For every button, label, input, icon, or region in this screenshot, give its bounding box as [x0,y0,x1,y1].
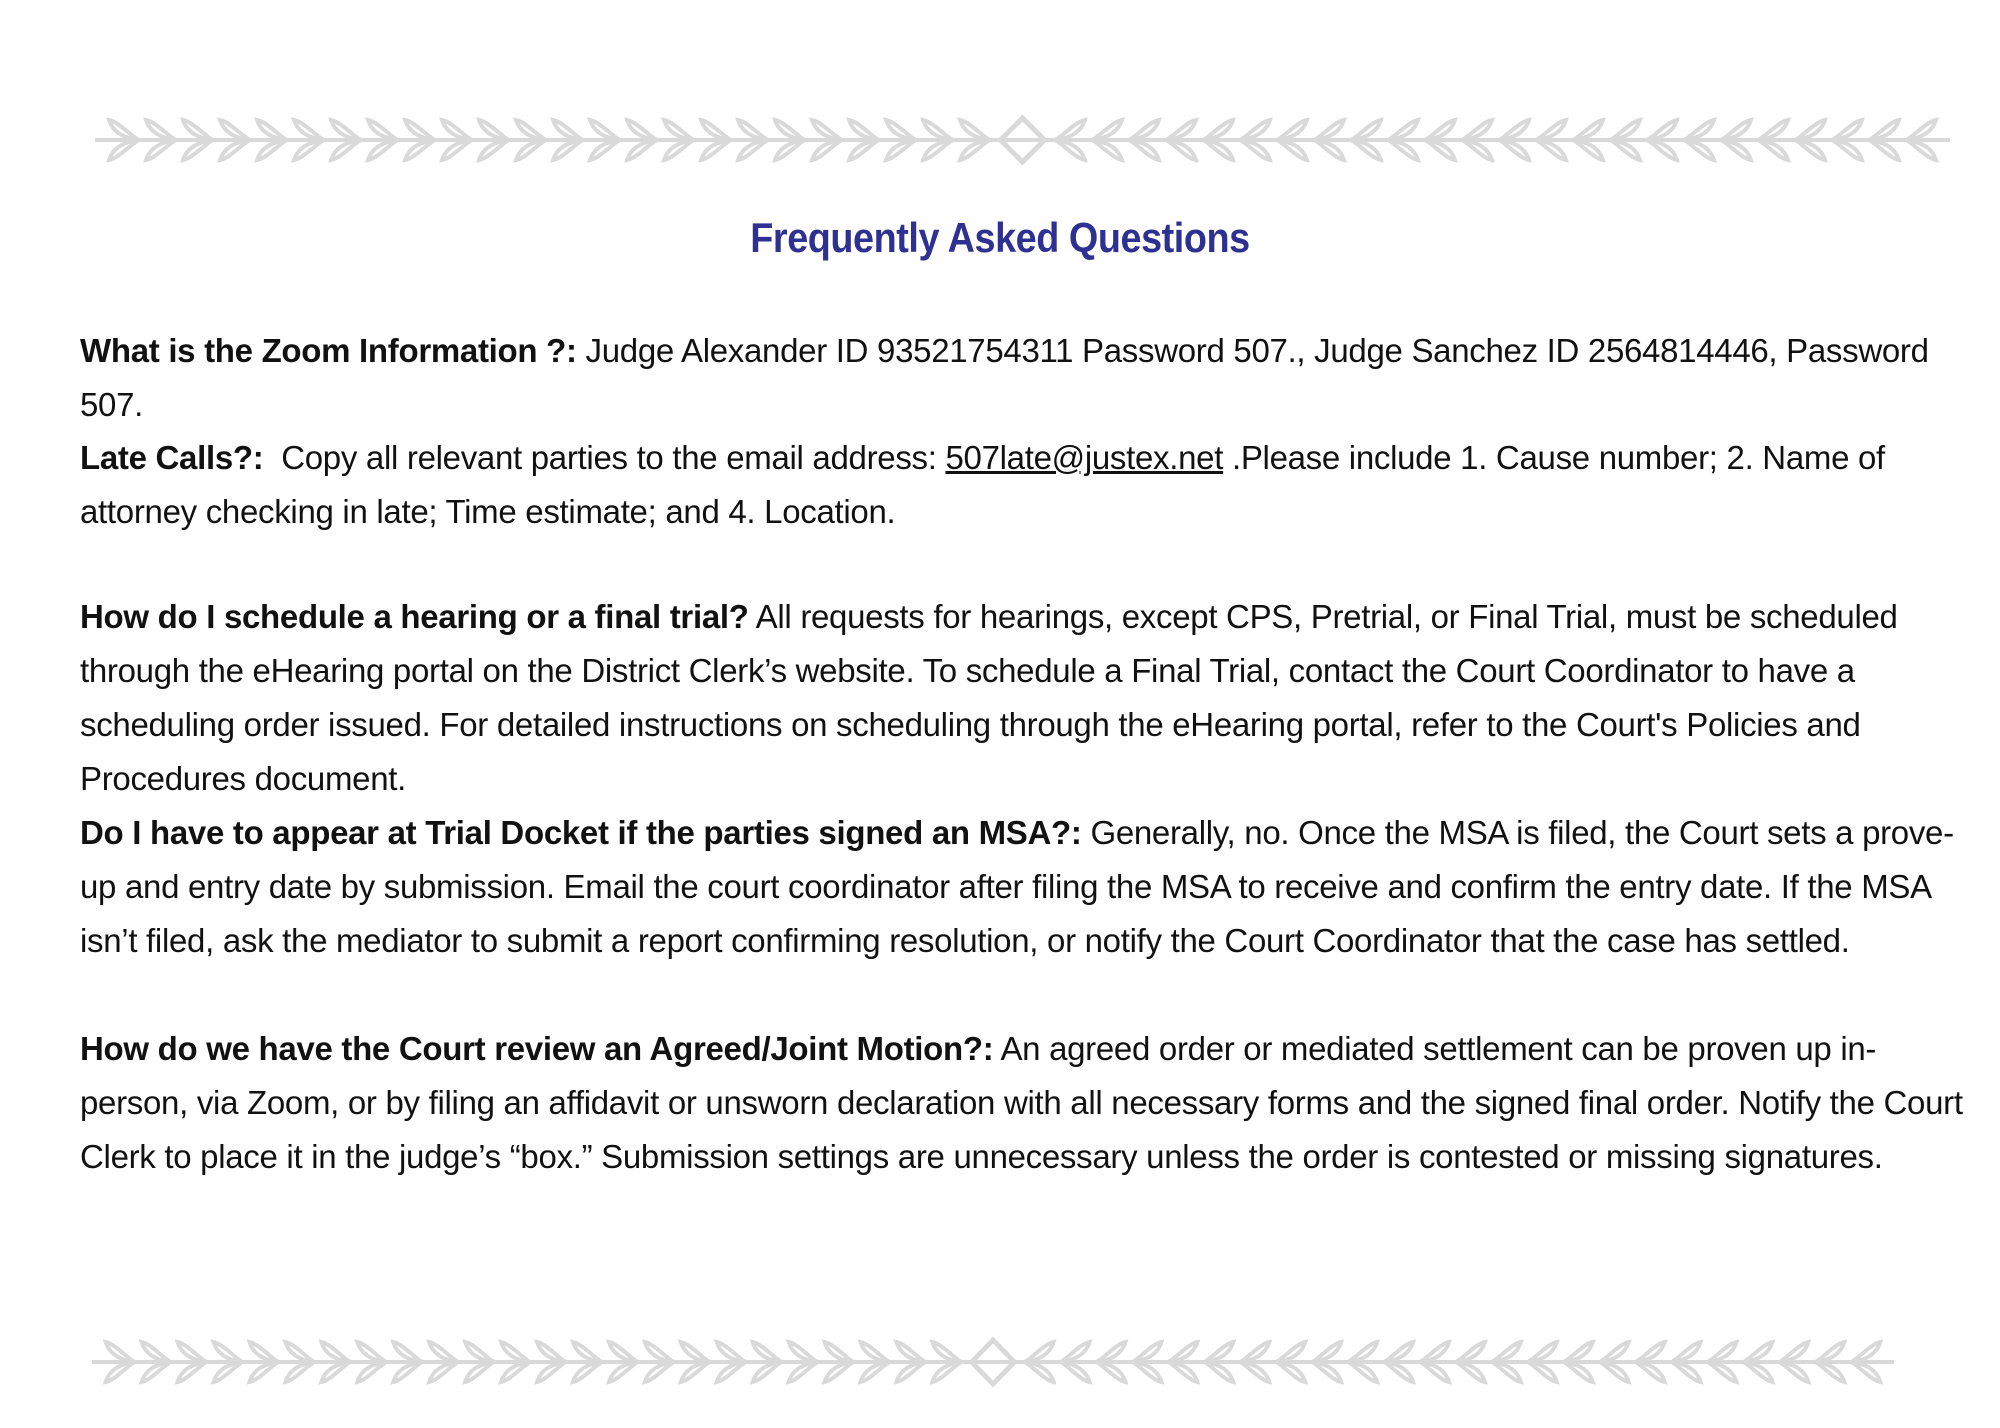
laurel-divider-icon [95,108,1950,172]
laurel-divider-icon [92,1330,1894,1394]
faq-late-calls [80,431,1980,539]
email-link[interactable]: 507late@justex.net [945,439,1224,476]
faq-answer-continued: .Please include 1. Cause number; 2. Name of attorney checking in late; Time estimate; and 4. Location. [80,439,1885,530]
faq-schedule-hearing [80,590,1980,806]
faq-question: How do we have the Court review an Agreed/Joint Motion?: [80,1030,994,1067]
page-title: Frequently Asked Questions [750,214,1250,261]
faq-answer: Copy all relevant parties to the email address: [263,439,946,476]
faq-question: Do I have to appear at Trial Docket if the parties signed an MSA?: [80,814,1082,851]
faq-question: What is the Zoom Information ?: [80,332,577,369]
faq-answer: All requests for hearings, except CPS, Pretrial, or Final Trial, must be scheduled through the eHearing portal on the District Clerk’s website. To schedule a Final Trial, contact the Court Coordinator to have a scheduling order issued. For detailed instructions on scheduling through the eHearing portal, refer to the Court's Policies and Procedures document. [80,598,1898,797]
faq-answer: An agreed order or mediated settlement can be proven up in-person, via Zoom, or by filing an affidavit or unsworn declaration with all necessary forms and the signed final order. Notify the Court Clerk to place it in the judge’s “box.” Submission settings are unnecessary unless the order is contested or missing signatures. [80,1030,1963,1175]
faq-msa [80,806,1980,968]
faq-answer: Generally, no. Once the MSA is filed, the Court sets a prove-up and entry date by submission. Email the court coordinator after filing the MSA to receive and confirm the entry date. If the MSA isn’t filed, ask the mediator to submit a report confirming resolution, or notify the Court Coordinator that the case has settled. [80,814,1954,959]
faq-question: How do I schedule a hearing or a final trial? [80,598,749,635]
faq-question: Late Calls?: [80,439,264,476]
faq-answer: Judge Alexander ID 93521754311 Password 507., Judge Sanchez ID 2564814446, Password 507. [80,332,1929,423]
faq-agreed-motion [80,1022,1980,1184]
faq-zoom [80,324,1980,432]
